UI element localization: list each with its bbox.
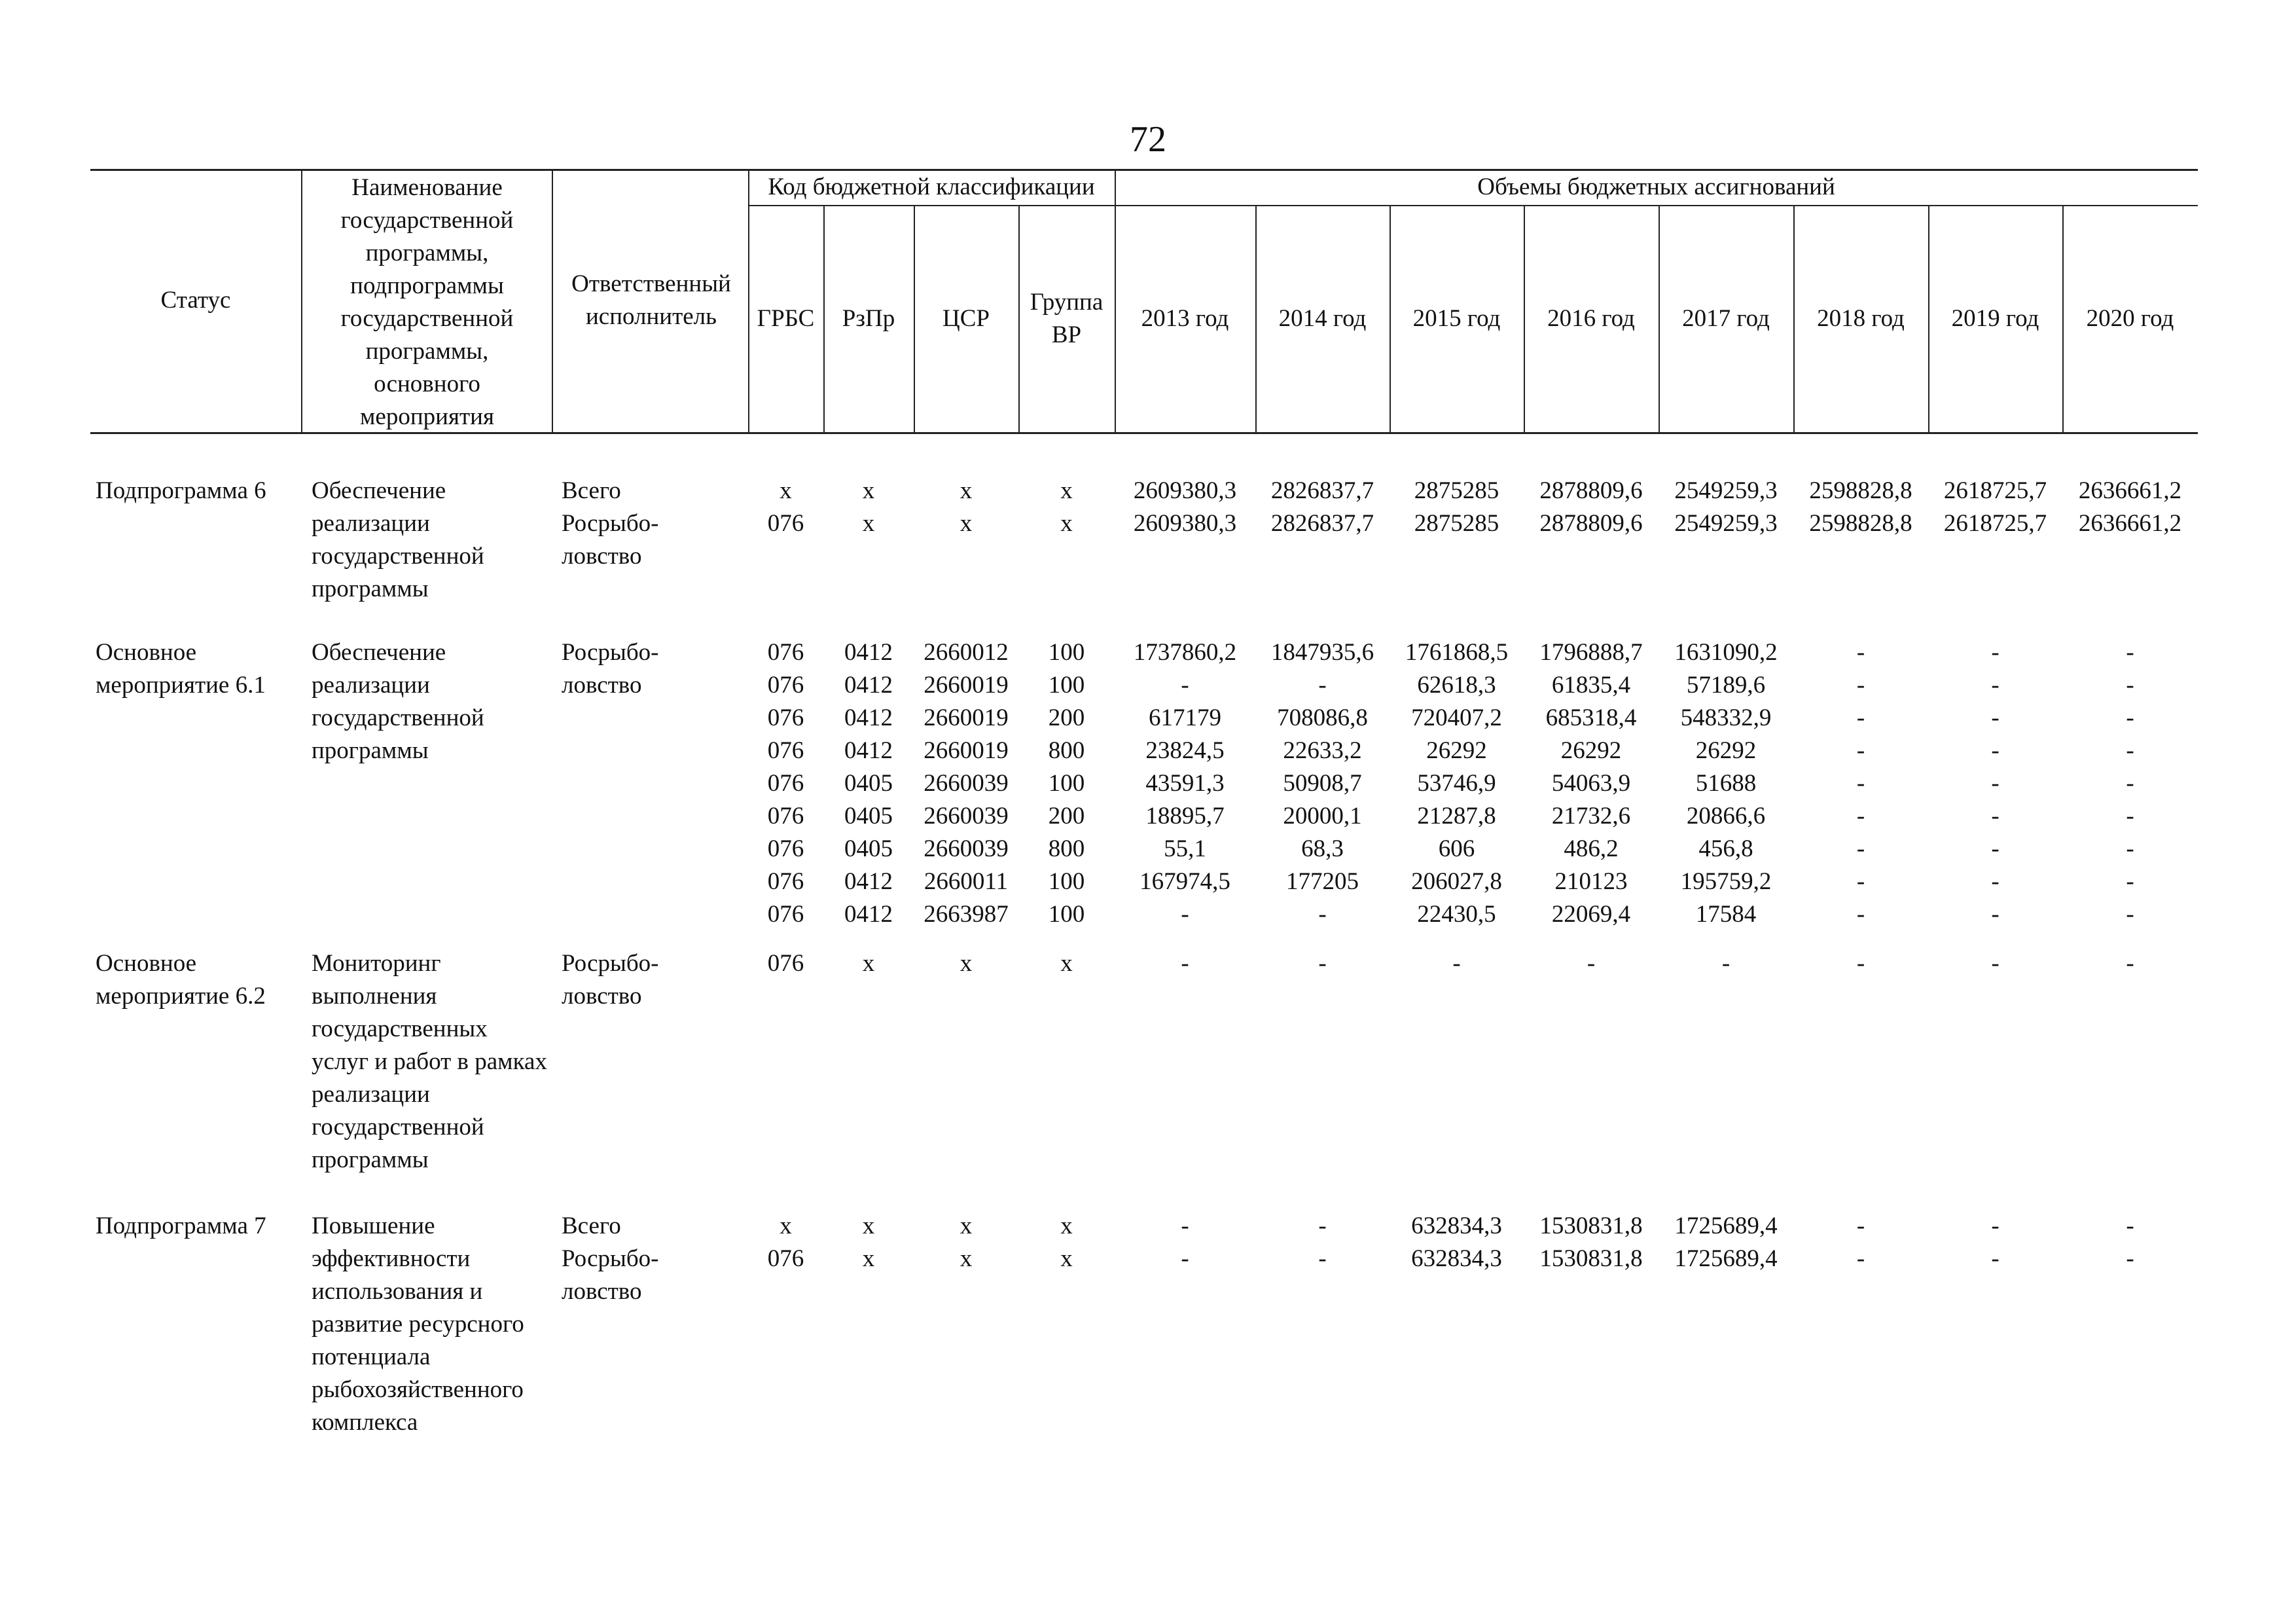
cell-amount: 61835,4 xyxy=(1551,672,1631,699)
cell-csr: 2660039 xyxy=(924,803,1009,830)
header-year: 2018 год xyxy=(1817,304,1905,332)
cell-amount: - xyxy=(1318,672,1327,699)
cell-csr: 2660012 xyxy=(924,639,1009,666)
cell-rzpr: 0412 xyxy=(844,737,893,764)
row-status: Подпрограмма 7 xyxy=(96,1213,266,1239)
cell-amount: 62618,3 xyxy=(1417,672,1496,699)
cell-grbs: 076 xyxy=(767,950,804,977)
cell-amount: 18895,7 xyxy=(1145,803,1225,830)
cell-amount: 2549259,3 xyxy=(1674,477,1778,504)
cell-amount: 43591,3 xyxy=(1145,770,1225,797)
cell-csr: х xyxy=(960,1213,973,1239)
cell-amount: - xyxy=(1991,639,2000,666)
cell-grbs: 076 xyxy=(767,737,804,764)
cell-vr: х xyxy=(1060,510,1073,537)
cell-vr: х xyxy=(1060,950,1073,977)
cell-amount: 206027,8 xyxy=(1411,868,1502,895)
cell-grbs: 076 xyxy=(767,803,804,830)
cell-amount: - xyxy=(2126,803,2134,830)
cell-csr: 2660019 xyxy=(924,737,1009,764)
cell-amount: - xyxy=(1991,901,2000,928)
cell-csr: х xyxy=(960,477,973,504)
cell-amount: - xyxy=(1856,737,1865,764)
cell-amount: - xyxy=(1587,950,1596,977)
cell-amount: - xyxy=(1991,737,2000,764)
cell-amount: 632834,3 xyxy=(1411,1245,1502,1272)
cell-csr: 2660011 xyxy=(924,868,1009,895)
cell-amount: 21287,8 xyxy=(1417,803,1496,830)
cell-vr: 100 xyxy=(1048,901,1085,928)
header-year: 2013 год xyxy=(1141,304,1229,332)
cell-amount: - xyxy=(1856,1213,1865,1239)
cell-grbs: 076 xyxy=(767,770,804,797)
row-name: Обеспечение реализации государственной программы xyxy=(312,639,484,764)
cell-amount: - xyxy=(1991,803,2000,830)
cell-amount: - xyxy=(1318,1213,1327,1239)
header-budget-code: Код бюджетной классификации xyxy=(768,173,1095,200)
cell-csr: 2660019 xyxy=(924,672,1009,699)
header-vr: Группа ВР xyxy=(1030,288,1103,348)
cell-grbs: х xyxy=(780,1213,792,1239)
cell-amount: - xyxy=(1318,901,1327,928)
cell-vr: х xyxy=(1060,1245,1073,1272)
cell-amount: - xyxy=(1991,1213,2000,1239)
cell-amount: 1631090,2 xyxy=(1674,639,1778,666)
cell-amount: 2826837,7 xyxy=(1270,477,1374,504)
cell-amount: - xyxy=(2126,901,2134,928)
cell-amount: - xyxy=(1991,1245,2000,1272)
header-csr: ЦСР xyxy=(942,304,990,332)
cell-amount: - xyxy=(1856,835,1865,862)
cell-amount: - xyxy=(1856,704,1865,731)
cell-vr: 100 xyxy=(1048,868,1085,895)
cell-amount: 50908,7 xyxy=(1283,770,1362,797)
cell-amount: 2618725,7 xyxy=(1943,510,2047,537)
cell-grbs: 076 xyxy=(767,835,804,862)
cell-amount: 57189,6 xyxy=(1686,672,1766,699)
cell-amount: 2878809,6 xyxy=(1539,510,1643,537)
cell-amount: 548332,9 xyxy=(1680,704,1772,731)
cell-rzpr: х xyxy=(862,510,875,537)
cell-rzpr: х xyxy=(862,950,875,977)
cell-amount: - xyxy=(1856,868,1865,895)
cell-amount: - xyxy=(1452,950,1461,977)
row-status: Подпрограмма 6 xyxy=(96,477,266,504)
header-year: 2014 год xyxy=(1278,304,1367,332)
cell-amount: 2875285 xyxy=(1414,510,1499,537)
cell-amount: - xyxy=(1991,950,2000,977)
cell-grbs: х xyxy=(780,477,792,504)
cell-amount: 17584 xyxy=(1695,901,1757,928)
cell-vr: 800 xyxy=(1048,835,1085,862)
header-grbs: ГРБС xyxy=(757,304,815,332)
cell-amount: 23824,5 xyxy=(1145,737,1225,764)
cell-amount: 1530831,8 xyxy=(1539,1213,1643,1239)
cell-amount: - xyxy=(2126,704,2134,731)
cell-amount: - xyxy=(1856,803,1865,830)
header-year: 2017 год xyxy=(1682,304,1770,332)
cell-amount: 2636661,2 xyxy=(2078,510,2182,537)
cell-amount: 22633,2 xyxy=(1283,737,1362,764)
cell-amount: - xyxy=(1721,950,1731,977)
cell-grbs: 076 xyxy=(767,639,804,666)
cell-csr: х xyxy=(960,950,973,977)
cell-amount: - xyxy=(1856,1245,1865,1272)
cell-amount: - xyxy=(2126,868,2134,895)
cell-amount: 51688 xyxy=(1695,770,1757,797)
cell-rzpr: 0412 xyxy=(844,672,893,699)
header-rzpr: РзПр xyxy=(842,304,895,332)
cell-rzpr: 0405 xyxy=(844,770,893,797)
row-status: Основное мероприятие 6.1 xyxy=(96,639,266,699)
cell-vr: х xyxy=(1060,477,1073,504)
cell-rzpr: х xyxy=(862,477,875,504)
cell-vr: 200 xyxy=(1048,704,1085,731)
cell-amount: - xyxy=(1856,672,1865,699)
cell-amount: - xyxy=(2126,639,2134,666)
cell-amount: - xyxy=(2126,950,2134,977)
cell-amount: - xyxy=(1991,704,2000,731)
cell-grbs: 076 xyxy=(767,510,804,537)
cell-grbs: 076 xyxy=(767,672,804,699)
page-number: 72 xyxy=(1130,119,1166,160)
cell-amount: 68,3 xyxy=(1301,835,1344,862)
cell-amount: 177205 xyxy=(1286,868,1359,895)
cell-amount: 195759,2 xyxy=(1680,868,1772,895)
cell-amount: - xyxy=(1181,950,1189,977)
table-header xyxy=(90,169,2198,434)
cell-amount: 55,1 xyxy=(1164,835,1206,862)
cell-amount: - xyxy=(1181,1245,1189,1272)
cell-amount: 2609380,3 xyxy=(1133,510,1237,537)
cell-amount: 1761868,5 xyxy=(1405,639,1509,666)
cell-vr: 800 xyxy=(1048,737,1085,764)
cell-amount: 210123 xyxy=(1554,868,1628,895)
cell-amount: 22430,5 xyxy=(1417,901,1496,928)
cell-amount: - xyxy=(1856,901,1865,928)
cell-amount: 2549259,3 xyxy=(1674,510,1778,537)
cell-rzpr: 0405 xyxy=(844,803,893,830)
cell-amount: - xyxy=(2126,737,2134,764)
cell-amount: - xyxy=(2126,770,2134,797)
header-year: 2016 год xyxy=(1547,304,1635,332)
cell-grbs: 076 xyxy=(767,704,804,731)
cell-rzpr: 0412 xyxy=(844,704,893,731)
cell-amount: 26292 xyxy=(1426,737,1487,764)
cell-amount: 167974,5 xyxy=(1139,868,1230,895)
cell-amount: 720407,2 xyxy=(1411,704,1502,731)
row-name: Мониторинг выполнения государственных услуг и работ в рамках реализации государственной программы xyxy=(312,950,547,1173)
cell-amount: 632834,3 xyxy=(1411,1213,1502,1239)
cell-amount: - xyxy=(1181,1213,1189,1239)
cell-csr: 2660039 xyxy=(924,835,1009,862)
row-status: Основное мероприятие 6.2 xyxy=(96,950,266,1010)
cell-amount: - xyxy=(1856,950,1865,977)
row-executor: Росрыбо- ловство xyxy=(562,950,659,1010)
cell-grbs: 076 xyxy=(767,868,804,895)
cell-amount: 456,8 xyxy=(1698,835,1753,862)
cell-amount: 2598828,8 xyxy=(1809,510,1912,537)
cell-amount: 53746,9 xyxy=(1417,770,1496,797)
cell-amount: 708086,8 xyxy=(1277,704,1368,731)
row-executor: Росрыбо- ловство xyxy=(562,1245,659,1305)
cell-amount: - xyxy=(1991,835,2000,862)
cell-amount: 2618725,7 xyxy=(1943,477,2047,504)
cell-amount: 617179 xyxy=(1149,704,1221,731)
cell-amount: 1847935,6 xyxy=(1270,639,1374,666)
cell-amount: 486,2 xyxy=(1564,835,1619,862)
cell-vr: х xyxy=(1060,1213,1073,1239)
cell-amount: 685318,4 xyxy=(1545,704,1637,731)
cell-amount: 606 xyxy=(1438,835,1475,862)
cell-amount: 26292 xyxy=(1695,737,1757,764)
cell-csr: 2660039 xyxy=(924,770,1009,797)
cell-amount: - xyxy=(1181,901,1189,928)
cell-amount: 20866,6 xyxy=(1686,803,1766,830)
header-year: 2020 год xyxy=(2086,304,2174,332)
cell-amount: - xyxy=(1856,770,1865,797)
cell-csr: х xyxy=(960,1245,973,1272)
header-status: Статус xyxy=(160,287,231,314)
cell-amount: 1796888,7 xyxy=(1539,639,1643,666)
cell-amount: 26292 xyxy=(1560,737,1622,764)
cell-vr: 100 xyxy=(1048,672,1085,699)
cell-amount: 20000,1 xyxy=(1283,803,1362,830)
cell-vr: 100 xyxy=(1048,770,1085,797)
cell-amount: 2878809,6 xyxy=(1539,477,1643,504)
cell-amount: 2598828,8 xyxy=(1809,477,1912,504)
cell-amount: - xyxy=(1991,770,2000,797)
cell-rzpr: 0405 xyxy=(844,835,893,862)
cell-grbs: 076 xyxy=(767,1245,804,1272)
cell-vr: 200 xyxy=(1048,803,1085,830)
row-name: Повышение эффективности использования и развитие ресурсного потенциала рыбохозяйственного комплекса xyxy=(312,1213,524,1436)
cell-amount: - xyxy=(1991,868,2000,895)
cell-amount: 2636661,2 xyxy=(2078,477,2182,504)
cell-rzpr: х xyxy=(862,1213,875,1239)
cell-amount: 2609380,3 xyxy=(1133,477,1237,504)
cell-csr: х xyxy=(960,510,973,537)
header-volumes: Объемы бюджетных ассигнований xyxy=(1477,173,1835,200)
cell-rzpr: 0412 xyxy=(844,901,893,928)
cell-rzpr: 0412 xyxy=(844,868,893,895)
header-year: 2015 год xyxy=(1412,304,1501,332)
header-name: Наименование государственной программы, подпрограммы государственной программы, основного мероприятия xyxy=(340,174,514,430)
cell-amount: 1737860,2 xyxy=(1133,639,1237,666)
header-executor: Ответственный исполнитель xyxy=(571,270,731,330)
row-executor: Всего xyxy=(562,1213,621,1239)
cell-amount: - xyxy=(1318,950,1327,977)
cell-amount: - xyxy=(1856,639,1865,666)
cell-amount: 2875285 xyxy=(1414,477,1499,504)
cell-vr: 100 xyxy=(1048,639,1085,666)
row-name: Обеспечение реализации государственной программы xyxy=(312,477,484,602)
cell-amount: 54063,9 xyxy=(1551,770,1631,797)
row-executor: Всего xyxy=(562,477,621,504)
cell-amount: - xyxy=(1991,672,2000,699)
cell-amount: - xyxy=(1181,672,1189,699)
cell-amount: - xyxy=(2126,835,2134,862)
cell-amount: 21732,6 xyxy=(1551,803,1631,830)
cell-amount: - xyxy=(1318,1245,1327,1272)
cell-amount: 22069,4 xyxy=(1551,901,1631,928)
cell-grbs: 076 xyxy=(767,901,804,928)
cell-csr: 2660019 xyxy=(924,704,1009,731)
cell-amount: 2826837,7 xyxy=(1270,510,1374,537)
cell-rzpr: х xyxy=(862,1245,875,1272)
cell-amount: - xyxy=(2126,1213,2134,1239)
cell-amount: - xyxy=(2126,1245,2134,1272)
cell-amount: - xyxy=(2126,672,2134,699)
row-executor: Росрыбо- ловство xyxy=(562,639,659,699)
cell-csr: 2663987 xyxy=(924,901,1009,928)
header-year: 2019 год xyxy=(1951,304,2039,332)
cell-amount: 1530831,8 xyxy=(1539,1245,1643,1272)
cell-amount: 1725689,4 xyxy=(1674,1213,1778,1239)
cell-rzpr: 0412 xyxy=(844,639,893,666)
cell-amount: 1725689,4 xyxy=(1674,1245,1778,1272)
row-executor: Росрыбо- ловство xyxy=(562,510,659,570)
